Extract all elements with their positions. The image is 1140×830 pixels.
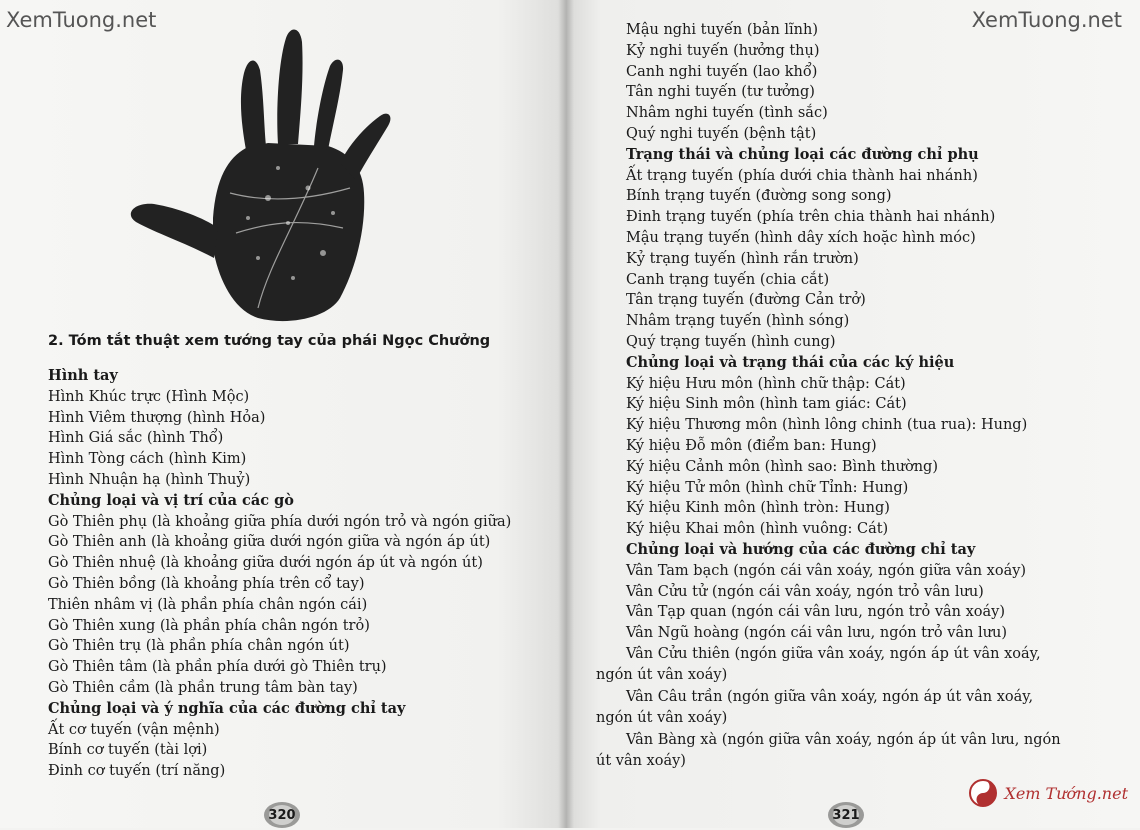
text-line: Tân trạng tuyến (đường Cản trở) — [626, 292, 866, 309]
text-line: Vân Cửu thiên (ngón giữa vân xoáy, ngón áp út vân xoáy, ngón út vân xoáy) — [596, 646, 1041, 683]
watermark-left: XemTuong.net — [6, 8, 157, 32]
text-line: Vân Tạp quan (ngón cái vân lưu, ngón trỏ vân xoáy) — [626, 604, 1006, 621]
text-line: Kỷ trạng tuyến (hình rắn trườn) — [626, 250, 859, 267]
palm-print-image — [118, 18, 438, 328]
subheading: Chủng loại và ý nghĩa của các đường chỉ tay — [48, 699, 406, 717]
text-line: Quý nghi tuyến (bệnh tật) — [626, 126, 817, 142]
text-line: Canh trạng tuyến (chia cắt) — [626, 271, 830, 288]
text-line: Vân Tam bạch (ngón cái vân xoáy, ngón giữa vân xoáy) — [626, 562, 1027, 579]
text-line: Quý trạng tuyến (hình cung) — [626, 334, 836, 350]
logo-text: Xem Tướng.net — [1004, 783, 1128, 803]
page-number-text: 321 — [832, 807, 860, 823]
subheading: Chủng loại và trạng thái của các ký hiệu — [626, 353, 955, 371]
text-line: Mậu nghi tuyến (bản lĩnh) — [626, 22, 819, 38]
text-line: Ký hiệu Cảnh môn (hình sao: Bình thường) — [626, 458, 938, 475]
text-line: Ký hiệu Đỗ môn (điểm ban: Hung) — [626, 438, 877, 454]
text-line: Ký hiệu Tử môn (hình chữ Tỉnh: Hung) — [626, 479, 909, 496]
text-line: Gò Thiên nhuệ (là khoảng giữa dưới ngón áp út và ngón út) — [48, 555, 483, 572]
text-line: Nhâm nghi tuyến (tình sắc) — [626, 105, 828, 122]
text-line: Vân Bàng xà (ngón giữa vân xoáy, ngón áp út vân lưu, ngón út vân xoáy) — [596, 732, 1061, 769]
text-line: Tân nghi tuyến (tư tưởng) — [626, 84, 815, 101]
text-line: Vân Cửu tử (ngón cái vân xoáy, ngón trỏ vân lưu) — [626, 583, 984, 600]
page-number-right — [826, 800, 866, 830]
text-line: Ký hiệu Hưu môn (hình chữ thập: Cát) — [626, 375, 906, 392]
text-line: Hình Khúc trực (Hình Mộc) — [48, 388, 250, 405]
text-line: Gò Thiên bồng (là khoảng phía trên cổ tay) — [48, 576, 365, 592]
text-line: Hình Viêm thượng (hình Hỏa) — [48, 409, 266, 426]
page-number-text: 320 — [268, 807, 296, 823]
text-line: Đinh cơ tuyến (trí năng) — [48, 763, 226, 780]
book-gutter — [558, 0, 574, 828]
text-line: Thiên nhâm vị (là phần phía chân ngón cái) — [48, 596, 368, 613]
text-line: Ký hiệu Thương môn (hình lông chinh (tua rua): Hung) — [626, 417, 1028, 434]
text-line: Đinh trạng tuyến (phía trên chia thành hai nhánh) — [626, 209, 996, 226]
text-line: Kỷ nghi tuyến (hưởng thụ) — [626, 42, 820, 59]
text-line: Vân Ngũ hoàng (ngón cái vân lưu, ngón trỏ vân lưu) — [626, 625, 1008, 642]
text-line: Hình Nhuận hạ (hình Thuỷ) — [48, 472, 251, 488]
text-line: Ất cơ tuyến (vận mệnh) — [48, 721, 220, 738]
text-line: Ký hiệu Khai môn (hình vuông: Cát) — [626, 521, 889, 538]
page-number-left — [262, 800, 302, 830]
yin-yang-icon — [968, 778, 998, 808]
subheading: Chủng loại và hướng của các đường chỉ tay — [626, 541, 976, 558]
text-line: Gò Thiên tâm (là phần phía dưới gò Thiên trụ) — [48, 659, 387, 676]
watermark-right: XemTuong.net — [971, 8, 1122, 32]
text-line: Hình Tòng cách (hình Kim) — [48, 451, 247, 468]
text-line: Gò Thiên anh (là khoảng giữa dưới ngón giữa và ngón áp út) — [48, 534, 491, 551]
text-line: Gò Thiên trụ (là phần phía chân ngón út) — [48, 638, 350, 655]
text-line: Mậu trạng tuyến (hình dây xích hoặc hình móc) — [626, 230, 976, 246]
text-line: Gò Thiên phụ (là khoảng giữa phía dưới ngón trỏ và ngón giữa) — [48, 513, 512, 530]
text-line: Gò Thiên xung (là phần phía chân ngón trỏ) — [48, 617, 370, 634]
text-line: Hình Giá sắc (hình Thổ) — [48, 430, 224, 447]
text-line: Bính trạng tuyến (đường song song) — [626, 188, 892, 205]
subheading: Chủng loại và vị trí của các gò — [48, 491, 294, 509]
text-line: Vân Câu trần (ngón giữa vân xoáy, ngón áp út vân xoáy, ngón út vân xoáy) — [596, 689, 1034, 726]
subheading: Hình tay — [48, 367, 118, 384]
text-line: Nhâm trạng tuyến (hình sóng) — [626, 313, 850, 330]
text-line: Ký hiệu Kinh môn (hình tròn: Hung) — [626, 500, 890, 517]
site-logo — [968, 778, 1128, 808]
text-line: Gò Thiên cầm (là phần trung tâm bàn tay) — [48, 680, 358, 696]
text-line: Canh nghi tuyến (lao khổ) — [626, 63, 818, 80]
subheading: Trạng thái và chủng loại các đường chỉ phụ — [626, 145, 979, 163]
section-title: 2. Tóm tắt thuật xem tướng tay của phái Ngọc Chưởng — [48, 333, 491, 349]
text-line: Ất trạng tuyến (phía dưới chia thành hai nhánh) — [626, 167, 978, 184]
text-line: Ký hiệu Sinh môn (hình tam giác: Cát) — [626, 396, 907, 413]
text-line: Bính cơ tuyến (tài lợi) — [48, 742, 208, 759]
